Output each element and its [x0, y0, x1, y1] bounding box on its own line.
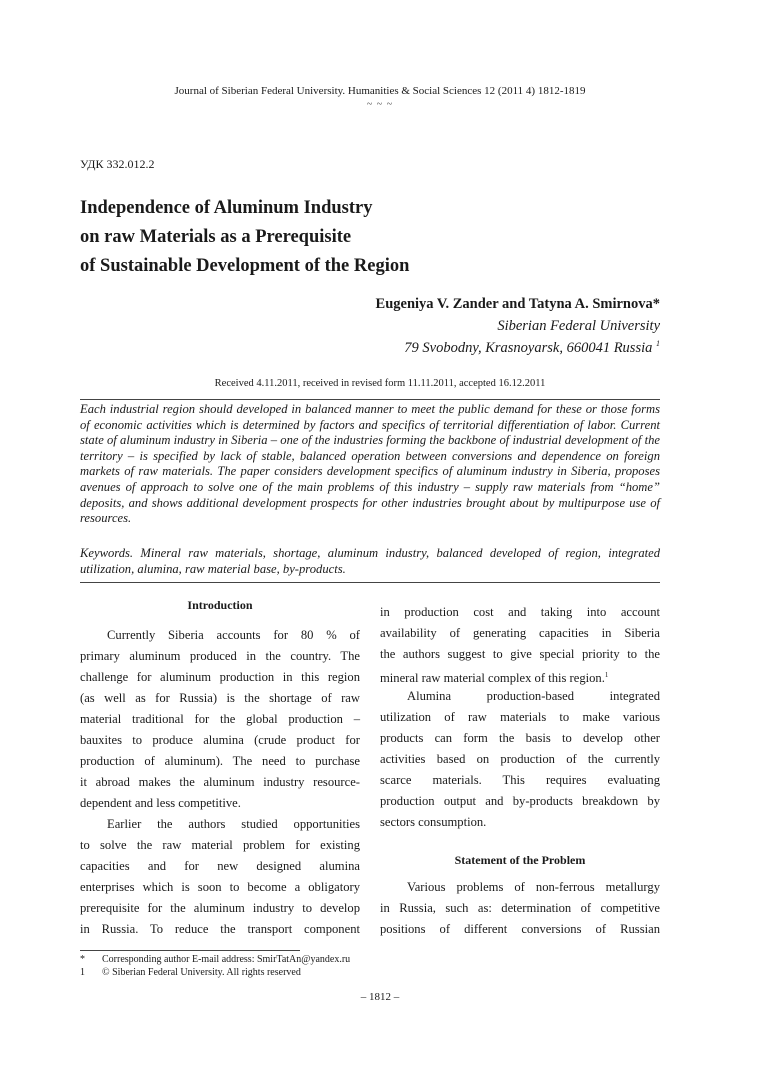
text-line: the authors suggest to give special priority to the — [380, 647, 660, 661]
title-line: of Sustainable Development of the Region — [80, 256, 410, 276]
footnote — [80, 967, 301, 978]
text-line: in Russia. To reduce the transport component — [80, 922, 360, 936]
paper-title — [80, 194, 640, 281]
footnote-mark: 1 — [604, 671, 609, 679]
text-line: enterprises which is soon to become a obligatory — [80, 880, 360, 894]
text-line: production output and by-products breakdown by — [380, 794, 660, 808]
text-line: material traditional for the global production – — [80, 712, 360, 726]
received-dates: Received 4.11.2011, received in revised form 11.11.2011, accepted 16.12.2011 — [214, 378, 546, 389]
udk-code: УДК 332.012.2 — [80, 157, 155, 171]
text-line-content: mineral raw material complex of this region. — [380, 671, 605, 686]
address-text: 79 Svobodny, Krasnoyarsk, 660041 Russia — [404, 339, 653, 356]
footnote-text: Corresponding author E-mail address: SmirTatAn@yandex.ru — [102, 954, 351, 965]
text-line: to solve the raw material problem for existing — [80, 838, 360, 852]
keywords: Keywords. Mineral raw materials, shortage, aluminum industry, balanced developed of region, integrated utilization, alumina, raw material base, by-products. — [80, 546, 660, 576]
text-line: Earlier the authors studied opportunities — [107, 817, 360, 831]
text-line: capacities and for new designed alumina — [80, 859, 360, 873]
text-line — [380, 665, 660, 686]
footnote — [80, 954, 350, 965]
page-number: – 1812 – — [360, 991, 400, 1003]
address-footnote-mark: 1 — [656, 339, 660, 348]
text-line: products can form the basis to develop other — [380, 731, 660, 745]
text-line: availability of generating capacities in Siberia — [380, 626, 660, 640]
divider — [80, 582, 660, 583]
text-line: it abroad makes the aluminum industry resource- — [80, 775, 360, 789]
title-line: on raw Materials as a Prerequisite — [80, 227, 352, 247]
footnote-divider — [80, 950, 300, 951]
section-heading: Statement of the Problem — [454, 853, 586, 867]
footnote-marker: 1 — [80, 967, 85, 978]
text-line: (as well as for Russia) is the shortage of raw — [80, 691, 360, 705]
address — [404, 339, 660, 357]
right-column — [380, 602, 660, 833]
footnote-text: © Siberian Federal University. All rights reserved — [102, 967, 301, 978]
title-line: Independence of Aluminum Industry — [80, 198, 373, 218]
header-ornament: ~ ~ ~ — [366, 99, 394, 110]
text-line: production of aluminum). The need to purchase — [80, 754, 360, 768]
text-line: bauxites to produce alumina (crude product for — [80, 733, 360, 747]
text-line: Alumina production-based integrated — [407, 689, 660, 703]
problem-heading — [380, 853, 660, 868]
text-line: Currently Siberia accounts for 80 % of — [107, 628, 360, 642]
authors: Eugeniya V. Zander and Tatyna A. Smirnova* — [375, 296, 660, 312]
text-line: prerequisite for the aluminum industry to develop — [80, 901, 360, 915]
text-line: activities based on production of the currently — [380, 752, 660, 766]
text-line: sectors consumption. — [380, 815, 487, 829]
abstract: Each industrial region should developed in balanced manner to meet the public demand for these or those forms of economic activities which is determined by factors and specifics of territorial differentiation of labor. Current state of aluminum industry in Siberia – one of the industries forming the backbone of industrial development of the territory – is specified by lack of stable, balanced operation between conversions and dependence on foreign markets of raw materials. The paper considers development specifics of aluminum industry in Siberia, proposes avenues of approach to solve one of the main problems of this industry – supply raw materials from “home” deposits, and shows additional development prospects for other industries brought about by multipurpose use of resources. — [80, 402, 660, 526]
left-column — [80, 625, 360, 940]
journal-header: Journal of Siberian Federal University. Humanities & Social Sciences 12 (2011 4) 1812-1819 — [174, 85, 586, 97]
text-line: dependent and less competitive. — [80, 796, 241, 810]
right-column-continued — [380, 877, 660, 940]
text-line: in Russia, such as: determination of competitive — [380, 901, 660, 915]
text-line: utilization of raw materials to make various — [380, 710, 660, 724]
text-line: in production cost and taking into account — [380, 605, 660, 619]
intro-heading — [80, 598, 360, 613]
text-line: positions of different conversions of Russian — [380, 922, 660, 936]
text-line: primary aluminum produced in the country. The — [80, 649, 360, 663]
text-line: scarce materials. This requires evaluating — [380, 773, 660, 787]
footnote-marker: * — [80, 954, 85, 965]
text-line: challenge for aluminum production in this region — [80, 670, 360, 684]
text-line: Various problems of non-ferrous metallurgy — [407, 880, 660, 894]
section-heading: Introduction — [187, 598, 253, 612]
divider — [80, 399, 660, 400]
affiliation: Siberian Federal University — [497, 318, 660, 334]
